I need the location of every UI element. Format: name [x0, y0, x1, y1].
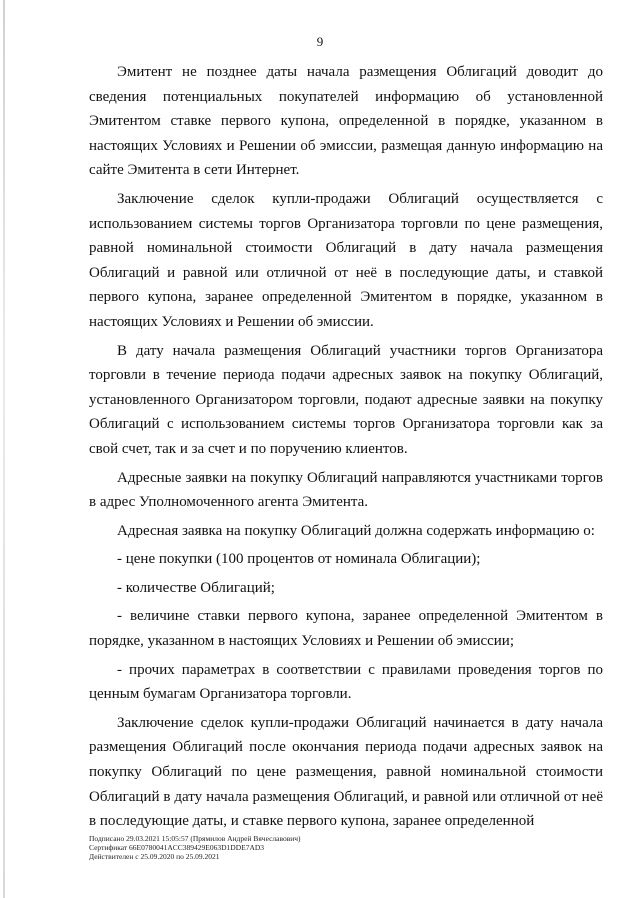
- paragraph-4: Адресные заявки на покупку Облигаций направляются участниками торгов в адрес Уполномоченного агента Эмитента.: [89, 469, 603, 511]
- list-item-quantity: - количестве Облигаций;: [117, 579, 275, 596]
- paragraph-1: Эмитент не позднее даты начала размещения Облигаций доводит до сведения потенциальных покупателей информацию об установленной Эмитентом ставке первого купона, определенной в порядке, указанном в настоящих Условиях и Решении об эмиссии, размещая данную информацию на сайте Эмитента в сети Интернет.: [89, 64, 603, 179]
- electronic-signature-stamp: [89, 834, 489, 861]
- list-item-price: - цене покупки (100 процентов от номинала Облигации);: [117, 551, 481, 568]
- paragraph-3: В дату начала размещения Облигаций участники торгов Организатора торговли в течение периода подачи адресных заявок на покупку Облигаций, установленного Организатором торговли, подают адресные заявки на покупку Облигаций с использованием системы торгов Организатора торговли как за свой счет, так и за счет и по поручению клиентов.: [89, 342, 603, 457]
- list-item-other-parameters: - прочих параметрах в соответствии с правилами проведения торгов по ценным бумагам Организатора торговли.: [89, 661, 603, 703]
- paragraph-2: Заключение сделок купли-продажи Облигаций осуществляется с использованием системы торгов Организатора торговли по цене размещения, равной номинальной стоимости Облигаций в дату начала размещения Облигаций и равной или отличной от неё в последующие даты, и ставкой первого купона, заранее определенной Эмитентом в порядке, указанном в настоящих Условиях и Решении об эмиссии.: [89, 190, 603, 330]
- page-number: 9: [316, 34, 324, 49]
- signature-signed: Подписано 29.03.2021 15:05:57 (Прямилов Андрей Вячеславович): [89, 834, 301, 843]
- list-item-coupon-rate: - величине ставки первого купона, заранее определенной Эмитентом в порядке, указанном в настоящих Условиях и Решении об эмиссии;: [89, 608, 603, 650]
- signature-validity: Действителен с 25.09.2020 по 25.09.2021: [89, 852, 220, 861]
- paragraph-5: Адресная заявка на покупку Облигаций должна содержать информацию о:: [117, 522, 595, 539]
- document-body: [89, 60, 603, 838]
- signature-certificate: Сертификат 66E0780041ACC389429E063D1DDE7AD3: [89, 843, 265, 852]
- scan-edge: [3, 0, 5, 898]
- paragraph-6: Заключение сделок купли-продажи Облигаций начинается в дату начала размещения Облигаций после окончания периода подачи адресных заявок на покупку Облигаций по цене размещения, равной номинальной стоимости Облигаций в дату начала размещения Облигаций, и равной или отличной от неё в последующие даты, и ставке первого купона, заранее определенной: [89, 714, 603, 830]
